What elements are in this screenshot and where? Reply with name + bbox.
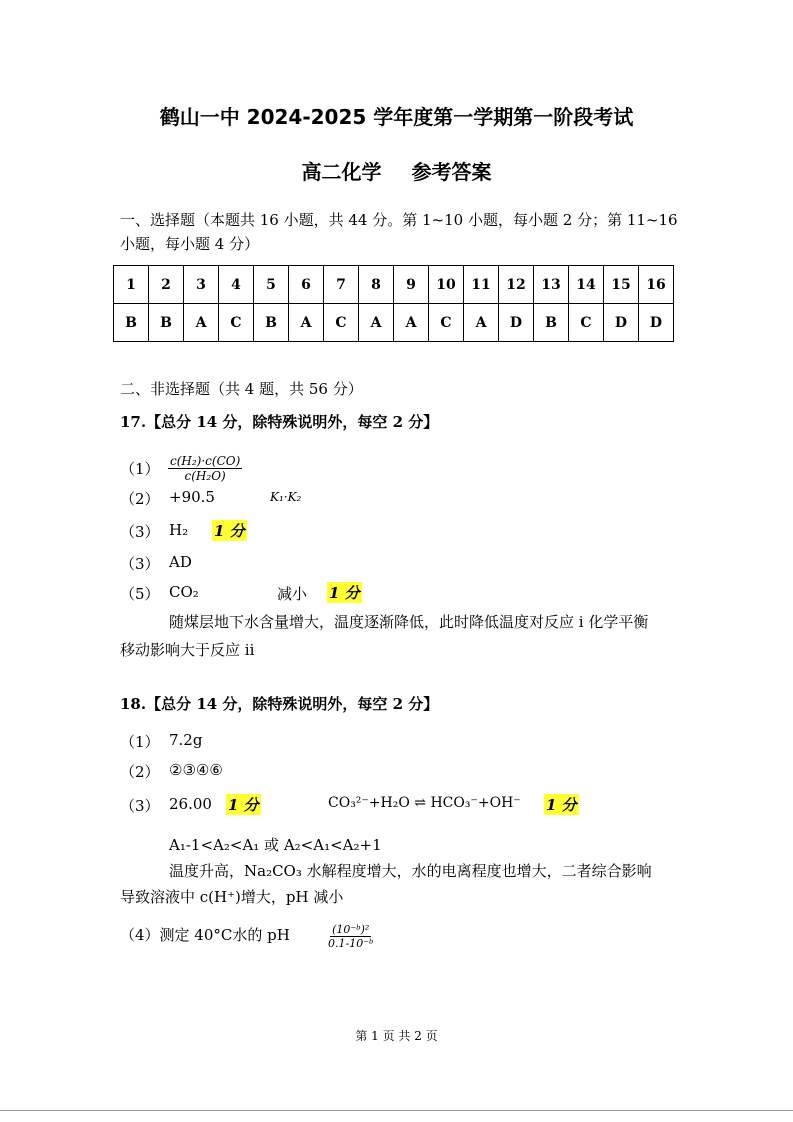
question-number-cell: 4 [219, 266, 254, 304]
question-number-cell: 10 [429, 266, 464, 304]
q17-item1-label: （1） [120, 460, 160, 478]
q18-item3-equation: CO₃²⁻+H₂O ⇌ HCO₃⁻+OH⁻ [328, 795, 521, 811]
q17-item5-explain-line2: 移动影响大于反应 ii [120, 641, 255, 659]
q18-item2-answer: ②③④⑥ [169, 761, 223, 779]
table-row-numbers [114, 266, 674, 304]
answer-cell: D [639, 304, 674, 342]
answer-cell: A [359, 304, 394, 342]
q17-item1-fraction [168, 450, 242, 483]
q17-item4-label: （3） [120, 555, 160, 573]
q18-item1-label: （1） [120, 733, 160, 751]
answer-cell: C [569, 304, 604, 342]
q17-item2-answer-a: +90.5 [169, 488, 215, 506]
answer-cell: C [324, 304, 359, 342]
fraction-denominator: c(H₂O) [184, 469, 226, 483]
q17-item2-label: （2） [120, 490, 160, 508]
q17-item5-answer-a: CO₂ [169, 583, 199, 601]
page-footer: 第 1 页 共 2 页 [355, 1029, 438, 1043]
q18-heading: 18.【总分 14 分，除特殊说明外，每空 2 分】 [120, 695, 439, 713]
q17-item5-answer-b: 减小 [277, 585, 308, 603]
q17-item4-answer: AD [169, 553, 192, 571]
question-number-cell: 9 [394, 266, 429, 304]
q18-item3-answer-a: 26.00 [169, 795, 212, 813]
part1-heading-line1: 一、选择题（本题共 16 小题，共 44 分。第 1~10 小题，每小题 2 分；第 11~16 [120, 211, 678, 229]
part1-heading-line2: 小题，每小题 4 分） [120, 235, 260, 253]
fraction-numerator: (10⁻ᵇ)² [332, 923, 370, 936]
fraction-numerator: c(H₂)·c(CO) [170, 454, 241, 468]
answer-cell: B [534, 304, 569, 342]
q17-item3-label: （3） [120, 523, 160, 541]
question-number-cell: 11 [464, 266, 499, 304]
answer-cell: C [429, 304, 464, 342]
subject-label: 高二化学 [301, 160, 382, 184]
question-number-cell: 1 [114, 266, 149, 304]
answer-cell: B [114, 304, 149, 342]
fraction-denominator: 0.1-10⁻ᵇ [328, 937, 374, 950]
q17-item3-score-badge: 1 分 [214, 522, 245, 540]
answer-cell: D [604, 304, 639, 342]
q18-item4-fraction [326, 918, 375, 950]
q18-item3-label: （3） [120, 797, 160, 815]
answer-cell: A [289, 304, 324, 342]
q18-item1-answer: 7.2g [169, 731, 203, 749]
q18-item4-label: （4）测定 40°C水的 pH [120, 926, 290, 944]
question-number-cell: 7 [324, 266, 359, 304]
answer-table [113, 265, 674, 342]
answer-cell: B [149, 304, 184, 342]
answer-key-label: 参考答案 [411, 160, 492, 184]
question-number-cell: 16 [639, 266, 674, 304]
question-number-cell: 2 [149, 266, 184, 304]
question-number-cell: 5 [254, 266, 289, 304]
question-number-cell: 6 [289, 266, 324, 304]
question-number-cell: 8 [359, 266, 394, 304]
page-bottom-divider [0, 1110, 793, 1111]
answer-cell: A [184, 304, 219, 342]
answer-cell: B [254, 304, 289, 342]
table-row-answers [114, 304, 674, 342]
q17-heading: 17.【总分 14 分，除特殊说明外，每空 2 分】 [120, 413, 439, 431]
q17-item2-answer-b: K₁·K₂ [270, 490, 302, 504]
q18-item3-score-badge-b: 1 分 [546, 796, 577, 814]
question-number-cell: 14 [569, 266, 604, 304]
question-number-cell: 12 [499, 266, 534, 304]
answer-cell: A [464, 304, 499, 342]
question-number-cell: 3 [184, 266, 219, 304]
q17-item5-explain-line1: 随煤层地下水含量增大，温度逐渐降低，此时降低温度对反应 i 化学平衡 [169, 613, 649, 631]
q17-item5-score-badge: 1 分 [329, 584, 360, 602]
question-number-cell: 13 [534, 266, 569, 304]
q17-item5-label: （5） [120, 585, 160, 603]
question-number-cell: 15 [604, 266, 639, 304]
answer-cell: C [219, 304, 254, 342]
part2-heading: 二、非选择题（共 4 题，共 56 分） [120, 380, 363, 398]
q18-item3-answer-b: A₁-1<A₂<A₁ 或 A₂<A₁<A₂+1 [169, 836, 382, 854]
exam-subtitle [0, 156, 793, 185]
q18-item3-score-badge-a: 1 分 [228, 796, 259, 814]
answer-cell: A [394, 304, 429, 342]
answer-cell: D [499, 304, 534, 342]
q18-item2-label: （2） [120, 763, 160, 781]
q18-item3-explain-line2: 导致溶液中 c(H⁺)增大，pH 减小 [120, 888, 344, 906]
exam-title: 鹤山一中 2024-2025 学年度第一学期第一阶段考试 [159, 105, 634, 129]
q18-item3-explain-line1: 温度升高，Na₂CO₃ 水解程度增大，水的电离程度也增大，二者综合影响 [169, 862, 652, 880]
q17-item3-answer: H₂ [169, 521, 189, 539]
